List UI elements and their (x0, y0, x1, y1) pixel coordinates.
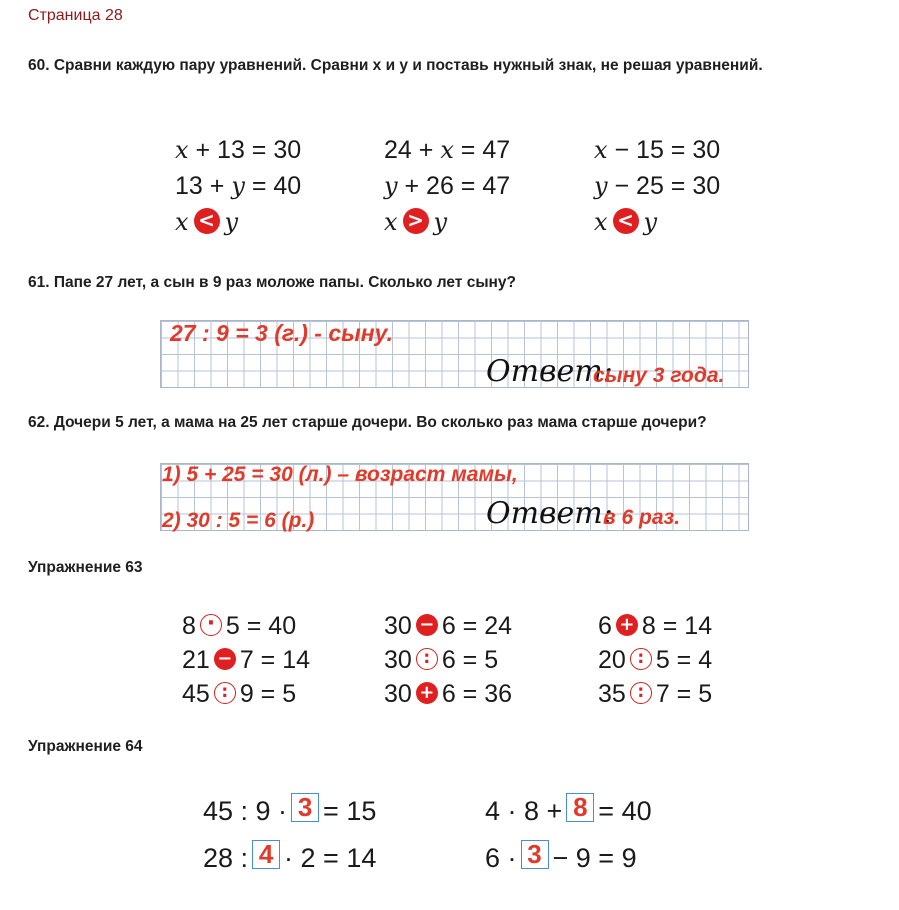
ex-63-r2c2: 30 : 6 = 5 (384, 646, 499, 674)
minus-operator-icon: − (416, 614, 438, 636)
less-than-icon: < (194, 208, 220, 234)
greater-than-icon: > (403, 208, 429, 234)
task-60-col2-eq1: 24 + x = 47 (384, 136, 511, 164)
ex-63-r3c1: 45 : 9 = 5 (182, 680, 297, 708)
task-61-answer-label: Ответ: (486, 354, 613, 389)
page-title: Страница 28 (28, 7, 123, 24)
plus-operator-icon: + (616, 614, 638, 636)
task-60-col2-cmp: x > y (384, 208, 448, 236)
task-62-answer: в 6 раз. (603, 506, 681, 529)
minus-operator-icon: − (214, 648, 236, 670)
answer-box: 3 (521, 840, 549, 869)
ex-63-r3c3: 35 : 7 = 5 (598, 680, 713, 708)
task-60-col3-eq1: x − 15 = 30 (594, 136, 721, 164)
ex-63-r1c2: 30 − 6 = 24 (384, 612, 513, 640)
divide-operator-icon: : (630, 682, 652, 704)
task-61-answer: сыну 3 года. (593, 364, 725, 387)
divide-operator-icon: : (630, 648, 652, 670)
task-62-answer-label: Ответ: (486, 496, 613, 531)
ex-63-r2c3: 20 : 5 = 4 (598, 646, 713, 674)
ex-64-eq1: 45 : 9 · 3 = 15 (203, 792, 377, 826)
task-60-text: 60. Сравни каждую пару уравнений. Сравни х и у и поставь нужный знак, не решая уравнений. (28, 57, 763, 74)
task-60-col3-cmp: x < y (594, 208, 658, 236)
answer-box: 8 (566, 793, 594, 822)
divide-operator-icon: : (416, 648, 438, 670)
task-62-text: 62. Дочери 5 лет, а мама на 25 лет старше дочери. Во сколько раз мама старше дочери? (28, 414, 707, 431)
task-62-step2: 2) 30 : 5 = 6 (р.) (162, 509, 315, 532)
task-60-col1-eq2: 13 + y = 40 (175, 172, 302, 200)
answer-box: 4 (252, 840, 280, 869)
plus-operator-icon: + (416, 682, 438, 704)
ex-63-r1c1: 8 · 5 = 40 (182, 611, 297, 640)
ex-63-r3c2: 30 + 6 = 36 (384, 680, 513, 708)
task-60-col2-eq2: y + 26 = 47 (384, 172, 511, 200)
task-60-col3-eq2: y − 25 = 30 (594, 172, 721, 200)
ex-64-eq2: 4 · 8 + 8 = 40 (485, 792, 652, 826)
ex-64-eq4: 6 · 3 − 9 = 9 (485, 839, 637, 873)
task-62-step1: 1) 5 + 25 = 30 (л.) – возраст мамы, (162, 463, 518, 486)
task-60-col1-cmp: x < y (175, 208, 239, 236)
task-61-text: 61. Папе 27 лет, а сын в 9 раз моложе папы. Сколько лет сыну? (28, 274, 517, 291)
ex-63-heading: Упражнение 63 (28, 559, 143, 576)
answer-box: 3 (291, 793, 319, 822)
task-60-col1-eq1: x + 13 = 30 (175, 136, 302, 164)
ex-64-heading: Упражнение 64 (28, 738, 143, 755)
ex-64-eq3: 28 : 4 · 2 = 14 (203, 839, 377, 873)
dot-operator-icon: · (200, 614, 222, 636)
ex-63-r1c3: 6 + 8 = 14 (598, 612, 713, 640)
less-than-icon: < (613, 208, 639, 234)
task-61-solution: 27 : 9 = 3 (г.) - сыну. (170, 320, 393, 346)
divide-operator-icon: : (214, 682, 236, 704)
ex-63-r2c1: 21 − 7 = 14 (182, 646, 311, 674)
